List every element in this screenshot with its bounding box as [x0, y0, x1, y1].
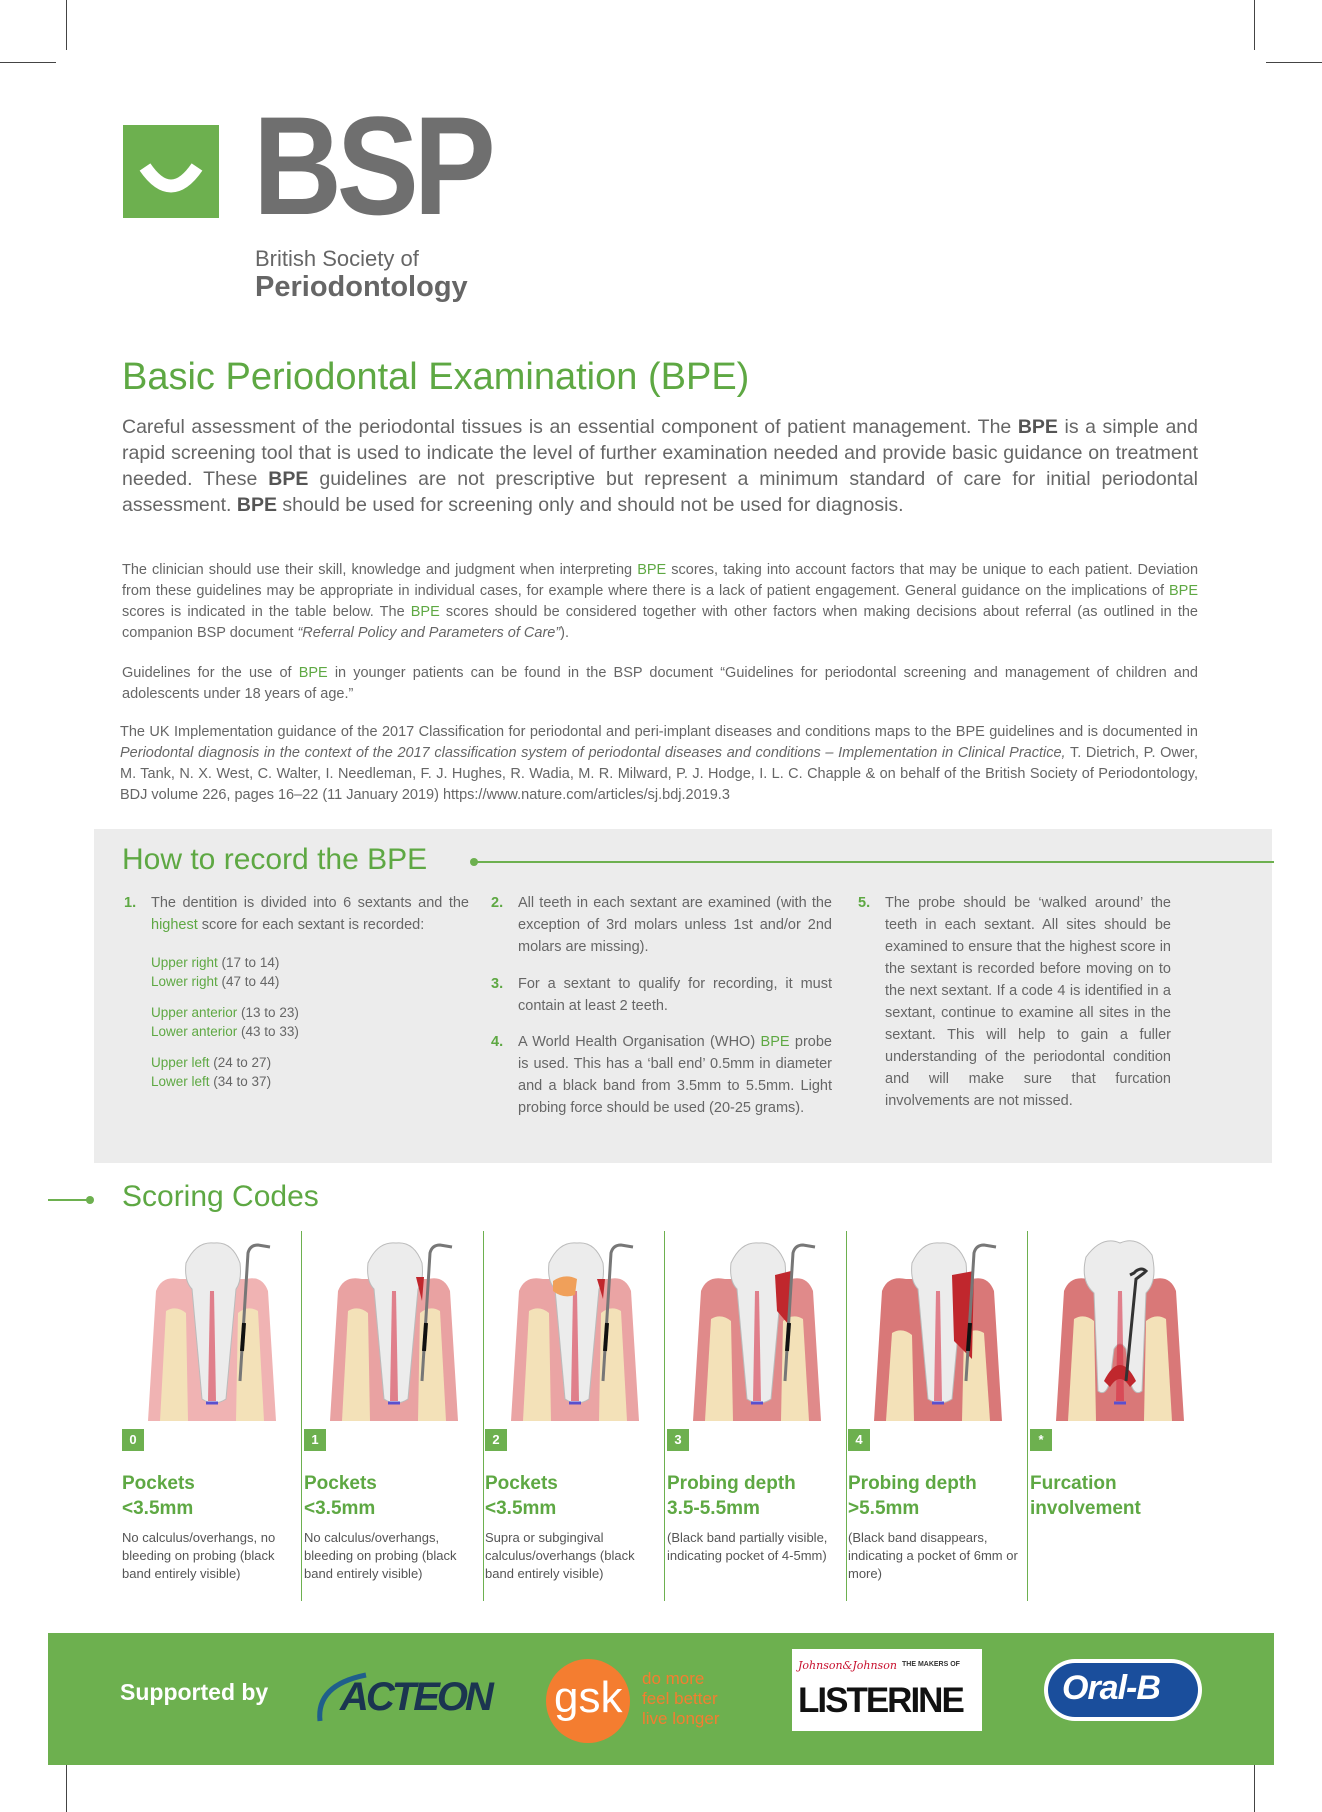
tooth-illustration [667, 1231, 837, 1421]
step-5 [858, 892, 1171, 1112]
scoring-heading-dot [86, 1196, 94, 1204]
sextant-range: (17 to 14) [217, 955, 280, 970]
crop-mark [1254, 0, 1255, 50]
lead-text: guidelines are not prescriptive but represent a minimum standard of care for initial periodontal assessment. [122, 468, 1198, 516]
sextant-range: (24 to 27) [209, 1055, 272, 1070]
scoring-code-1 [304, 1231, 484, 1601]
sextant-lower-right [151, 972, 279, 991]
step-number: 1. [124, 895, 137, 911]
crop-mark [1266, 62, 1322, 63]
paragraph-younger-patients [122, 663, 1198, 705]
sextant-lower-anterior [151, 1022, 299, 1041]
bpe-highlight: BPE [410, 604, 440, 620]
code-heading-line2: involvement [1030, 1498, 1141, 1519]
step-highlight: BPE [760, 1034, 790, 1050]
gsk-tag-line: feel better [642, 1689, 718, 1708]
step-1 [124, 892, 469, 936]
step-number: 3. [491, 976, 504, 992]
oral-b-logo [1044, 1659, 1202, 1721]
acteon-wordmark: ACTEON [340, 1675, 491, 1719]
crop-mark [1254, 1762, 1255, 1812]
code-badge: * [1030, 1429, 1052, 1451]
listerine-logo [792, 1649, 982, 1731]
scoring-code-0 [122, 1231, 302, 1601]
code-heading-line1: Pockets [304, 1473, 377, 1494]
tooth-illustration [304, 1231, 474, 1421]
code-heading-line2: <3.5mm [304, 1498, 376, 1519]
code-heading [485, 1471, 558, 1521]
code-badge: 4 [848, 1429, 870, 1451]
step-4 [491, 1031, 832, 1119]
text: ). [560, 625, 570, 641]
column-divider [664, 1231, 665, 1601]
text: The clinician should use their skill, knowledge and judgment when interpreting [122, 562, 638, 578]
sextant-range: (43 to 33) [237, 1024, 299, 1039]
sextant-name: Upper anterior [151, 1005, 238, 1020]
sextant-range: (13 to 23) [237, 1005, 299, 1020]
step-text: All teeth in each sextant are examined (with the exception of 3rd molars unless 1st and/or 2nd molars are missing). [518, 895, 832, 955]
oral-b-wordmark: Oral-B [1062, 1669, 1160, 1707]
step-2 [491, 892, 832, 958]
org-name-line2: Periodontology [255, 271, 468, 303]
code-heading [1030, 1471, 1141, 1521]
bsp-wordmark: BSP [253, 87, 491, 244]
step-text: For a sextant to qualify for recording, it must contain at least 2 teeth. [518, 976, 832, 1014]
code-heading-line2: <3.5mm [122, 1498, 194, 1519]
sextant-name: Upper right [151, 955, 218, 970]
sextant-upper-left [151, 1053, 271, 1072]
step-number: 4. [491, 1034, 504, 1050]
bpe-highlight: BPE [1168, 583, 1198, 599]
text: scores should be considered together with other factors when making decisions about referral (as outlined in the companion BSP document [122, 604, 1198, 641]
sextant-range: (47 to 44) [217, 974, 280, 989]
tooth-illustration [1030, 1231, 1200, 1421]
step-text: The dentition is divided into 6 sextants and the [151, 895, 469, 911]
smile-icon [123, 125, 219, 218]
step-highlight: highest [151, 917, 198, 933]
text: Guidelines for the use of [122, 665, 299, 681]
crop-mark [66, 1762, 67, 1812]
page-title-main: Basic Periodontal Examination [122, 356, 638, 398]
code-badge: 1 [304, 1429, 326, 1451]
gsk-logo [546, 1653, 786, 1745]
lead-text: should be used for screening only and should not be used for diagnosis. [277, 494, 904, 516]
paragraph-clinician [122, 560, 1198, 644]
code-heading-line1: Pockets [485, 1473, 558, 1494]
citation-title: Periodontal diagnosis in the context of the 2017 classification system of periodontal diseases and conditions – Implementation in Clinical Practice, [120, 745, 1066, 761]
step-number: 2. [491, 895, 504, 911]
lead-bold: BPE [236, 494, 277, 516]
sextant-name: Lower right [151, 974, 218, 989]
code-heading-line1: Probing depth [667, 1473, 796, 1494]
code-description: (Black band partially visible, indicating pocket of 4-5mm) [667, 1530, 828, 1563]
acteon-logo [306, 1669, 546, 1727]
column-divider [483, 1231, 484, 1601]
gsk-tag-line: do more [642, 1669, 705, 1688]
step-text: A World Health Organisation (WHO) [518, 1034, 761, 1050]
gsk-tagline [642, 1669, 720, 1729]
tooth-illustration [122, 1231, 292, 1421]
bpe-highlight: BPE [637, 562, 667, 578]
sextant-name: Lower left [151, 1074, 210, 1089]
code-heading-line2: 3.5-5.5mm [667, 1498, 760, 1519]
supported-by-label: Supported by [120, 1679, 269, 1705]
step-number: 5. [858, 895, 871, 911]
listerine-wordmark: LISTERINE [798, 1681, 963, 1720]
code-heading [122, 1471, 195, 1521]
column-divider [846, 1231, 847, 1601]
heading-rule [474, 861, 1274, 863]
sextant-name: Lower anterior [151, 1024, 238, 1039]
jj-script: Johnson&Johnson [798, 1659, 897, 1672]
code-heading-line1: Pockets [122, 1473, 195, 1494]
crop-mark [66, 0, 67, 50]
sextant-upper-anterior [151, 1003, 299, 1022]
lead-bold: BPE [268, 468, 309, 490]
code-heading-line2: >5.5mm [848, 1498, 920, 1519]
step-text: probe is used. This has a ‘ball end’ 0.5mm in diameter and a black band from 3.5mm to 5.5mm. Light probing force should be used (20-25 grams). [518, 1034, 832, 1116]
bsp-logo-mark [123, 125, 219, 218]
column-divider [301, 1231, 302, 1601]
lead-text: Careful assessment of the periodontal tissues is an essential component of patient management. The [122, 416, 1018, 438]
listerine-makers: THE MAKERS OF [902, 1661, 960, 1668]
text: The UK Implementation guidance of the 2017 Classification for periodontal and peri-implant diseases and conditions maps to the BPE guidelines and is documented in [120, 724, 1198, 740]
code-badge: 3 [667, 1429, 689, 1451]
code-description: No calculus/overhangs, no bleeding on probing (black band entirely visible) [122, 1530, 276, 1581]
bpe-highlight: BPE [298, 665, 328, 681]
code-heading-line1: Furcation [1030, 1473, 1117, 1494]
scoring-code-3 [667, 1231, 847, 1601]
step-text: score for each sextant is recorded: [197, 917, 425, 933]
page-title [122, 356, 749, 399]
crop-mark [0, 62, 56, 63]
supporters-footer [48, 1633, 1274, 1765]
gsk-wordmark: gsk [554, 1673, 623, 1722]
lead-text: is a simple and rapid screening tool that is used to indicate the level of further examination needed and provide basic guidance on treatment needed. These [122, 416, 1198, 490]
code-heading-line2: <3.5mm [485, 1498, 557, 1519]
text: in younger patients can be found in the BSP document “Guidelines for periodontal screening and management of children and adolescents under 18 years of age.” [122, 665, 1198, 702]
sextant-name: Upper left [151, 1055, 210, 1070]
code-description: Supra or subgingival calculus/overhangs (black band entirely visible) [485, 1530, 635, 1581]
how-to-record-heading: How to record the BPE [122, 843, 428, 876]
code-heading [848, 1471, 977, 1521]
text: T. Dietrich, P. Ower, M. Tank, N. X. West, C. Walter, I. Needleman, F. J. Hughes, R. Wadia, M. R. Milward, P. J. Hodge, I. L. C. Chapple & on behalf of the British Society of Periodontology, BDJ volume 226, pages 16–22 (11 January 2019) https://www.nature.com/articles/sj.bdj.2019.3 [120, 745, 1198, 803]
step-text: The probe should be ‘walked around’ the teeth in each sextant. All sites should be examined to ensure that the highest score in the sextant is recorded before moving on to the next sextant. If a code 4 is identified in a sextant, continue to examine all sites in the sextant. This will help to gain a fuller understanding of the periodontal condition and will make sure that furcation involvements are not missed. [885, 895, 1171, 1109]
code-description: No calculus/overhangs, bleeding on probing (black band entirely visible) [304, 1530, 457, 1581]
paragraph-implementation [120, 722, 1198, 806]
scoring-code-4 [848, 1231, 1028, 1601]
sextant-lower-left [151, 1072, 271, 1091]
code-badge: 0 [122, 1429, 144, 1451]
code-heading [304, 1471, 377, 1521]
lead-paragraph [122, 414, 1198, 518]
code-heading-line1: Probing depth [848, 1473, 977, 1494]
step-3 [491, 973, 832, 1017]
scoring-code-2 [485, 1231, 665, 1601]
sextant-range: (34 to 37) [209, 1074, 272, 1089]
sextant-upper-right [151, 953, 279, 972]
code-description: (Black band disappears, indicating a pocket of 6mm or more) [848, 1530, 1018, 1581]
scoring-code-furcation [1030, 1231, 1210, 1601]
code-heading [667, 1471, 796, 1521]
scoring-heading-rule [48, 1199, 88, 1201]
page-title-abbr: (BPE) [647, 356, 750, 398]
code-badge: 2 [485, 1429, 507, 1451]
column-divider [1027, 1231, 1028, 1601]
document-citation: “Referral Policy and Parameters of Care” [297, 625, 561, 641]
lead-bold: BPE [1017, 416, 1058, 438]
scoring-codes-heading: Scoring Codes [122, 1180, 319, 1213]
text: scores is indicated in the table below. The [122, 604, 411, 620]
gsk-tag-line: live longer [642, 1709, 720, 1728]
tooth-illustration [485, 1231, 655, 1421]
org-name-line1: British Society of [255, 246, 419, 271]
text: scores, taking into account factors that may be unique to each patient. Deviation from these guidelines may be appropriate in individual cases, for example where there is a lack of patient engagement. General guidance on the implications of [122, 562, 1199, 599]
tooth-illustration [848, 1231, 1018, 1421]
